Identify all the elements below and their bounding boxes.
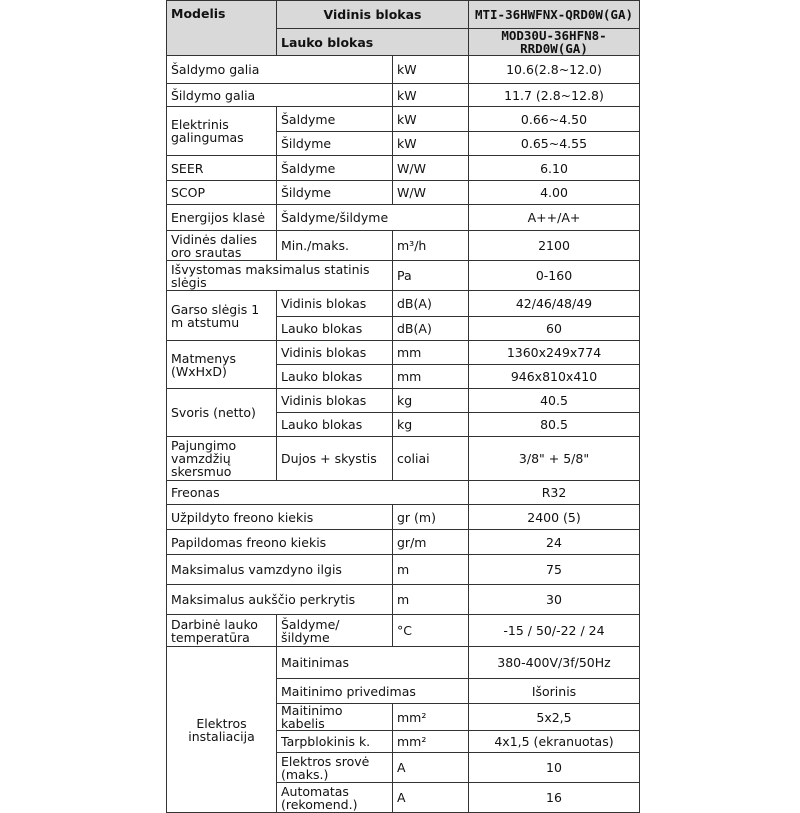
sub-klase: Šaldyme/šildyme bbox=[277, 205, 469, 231]
unit-matmenys-lauko: mm bbox=[393, 365, 469, 389]
label-galingumas: Elektrinis galingumas bbox=[167, 107, 277, 156]
unit-garsas-lauko: dB(A) bbox=[393, 317, 469, 341]
row-uzpildyto bbox=[167, 505, 640, 530]
row-temperatura bbox=[167, 615, 640, 647]
sub-tarpblokinis: Tarpblokinis k. bbox=[277, 731, 393, 753]
sub-galingumas-sildyme: Šildyme bbox=[277, 132, 393, 156]
value-vamzdziai: 3/8" + 5/8" bbox=[469, 437, 640, 481]
row-ilgis bbox=[167, 555, 640, 585]
value-ilgis: 75 bbox=[469, 555, 640, 585]
value-uzpildyto: 2400 (5) bbox=[469, 505, 640, 530]
value-scop: 4.00 bbox=[469, 181, 640, 205]
sub-matmenys-lauko: Lauko blokas bbox=[277, 365, 393, 389]
label-slegis: Išvystomas maksimalus statinis slėgis bbox=[167, 261, 393, 291]
unit-seer: W/W bbox=[393, 156, 469, 181]
value-garsas-lauko: 60 bbox=[469, 317, 640, 341]
value-perkrytis: 30 bbox=[469, 585, 640, 615]
value-saldymo-galia: 10.6(2.8~12.0) bbox=[469, 56, 640, 84]
value-papildomas: 24 bbox=[469, 530, 640, 555]
sub-seer: Šaldyme bbox=[277, 156, 393, 181]
value-srove: 10 bbox=[469, 753, 640, 783]
unit-uzpildyto: gr (m) bbox=[393, 505, 469, 530]
row-maitinimas bbox=[167, 647, 640, 679]
value-slegis: 0-160 bbox=[469, 261, 640, 291]
unit-srove: A bbox=[393, 753, 469, 783]
sub-automatas: Automatas (rekomend.) bbox=[277, 783, 393, 813]
unit-temperatura: °C bbox=[393, 615, 469, 647]
unit-vamzdziai: coliai bbox=[393, 437, 469, 481]
label-vamzdziai: Pajungimo vamzdžių skersmuo bbox=[167, 437, 277, 481]
value-automatas: 16 bbox=[469, 783, 640, 813]
label-garsas: Garso slėgis 1 m atstumu bbox=[167, 291, 277, 341]
row-sildymo-galia bbox=[167, 84, 640, 107]
unit-galingumas-sildyme: kW bbox=[393, 132, 469, 156]
label-ilgis: Maksimalus vamzdyno ilgis bbox=[167, 555, 393, 585]
value-temperatura: -15 / 50/-22 / 24 bbox=[469, 615, 640, 647]
unit-galingumas-saldyme: kW bbox=[393, 107, 469, 132]
header-modelis: Modelis bbox=[167, 1, 277, 56]
sub-maitinimas: Maitinimas bbox=[277, 647, 469, 679]
label-perkrytis: Maksimalus aukščio perkrytis bbox=[167, 585, 393, 615]
header-vidinis-blokas: Vidinis blokas bbox=[277, 1, 469, 29]
value-galingumas-saldyme: 0.66~4.50 bbox=[469, 107, 640, 132]
label-papildomas: Papildomas freono kiekis bbox=[167, 530, 393, 555]
label-scop: SCOP bbox=[167, 181, 277, 205]
sub-temperatura: Šaldyme/šildyme bbox=[277, 615, 393, 647]
sub-srove: Elektros srovė (maks.) bbox=[277, 753, 393, 783]
unit-scop: W/W bbox=[393, 181, 469, 205]
row-galingumas-saldyme bbox=[167, 107, 640, 132]
value-privedimas: Išorinis bbox=[469, 679, 640, 704]
value-sildymo-galia: 11.7 (2.8~12.8) bbox=[469, 84, 640, 107]
value-tarpblokinis: 4x1,5 (ekranuotas) bbox=[469, 731, 640, 753]
label-klase: Energijos klasė bbox=[167, 205, 277, 231]
label-sildymo-galia: Šildymo galia bbox=[167, 84, 393, 107]
label-svoris: Svoris (netto) bbox=[167, 389, 277, 437]
label-seer: SEER bbox=[167, 156, 277, 181]
row-saldymo-galia bbox=[167, 56, 640, 84]
row-klase bbox=[167, 205, 640, 231]
sub-privedimas: Maitinimo privedimas bbox=[277, 679, 469, 704]
sub-garsas-lauko: Lauko blokas bbox=[277, 317, 393, 341]
row-papildomas bbox=[167, 530, 640, 555]
value-maitinimas: 380-400V/3f/50Hz bbox=[469, 647, 640, 679]
sub-srautas: Min./maks. bbox=[277, 231, 393, 261]
value-svoris-lauko: 80.5 bbox=[469, 413, 640, 437]
row-seer bbox=[167, 156, 640, 181]
value-svoris-vidinis: 40.5 bbox=[469, 389, 640, 413]
value-klase: A++/A+ bbox=[469, 205, 640, 231]
row-garsas-vidinis bbox=[167, 291, 640, 317]
unit-srautas: m³/h bbox=[393, 231, 469, 261]
specifications-table bbox=[166, 0, 640, 813]
unit-automatas: A bbox=[393, 783, 469, 813]
value-srautas: 2100 bbox=[469, 231, 640, 261]
label-elektros: Elektros instaliacija bbox=[167, 647, 277, 813]
header-lauko-model: MOD30U-36HFN8- RRD0W(GA) bbox=[469, 29, 640, 56]
row-perkrytis bbox=[167, 585, 640, 615]
header-vidinis-model: MTI-36HWFNX-QRD0W(GA) bbox=[469, 1, 640, 29]
sub-vamzdziai: Dujos + skystis bbox=[277, 437, 393, 481]
unit-tarpblokinis: mm² bbox=[393, 731, 469, 753]
label-temperatura: Darbinė lauko temperatūra bbox=[167, 615, 277, 647]
sub-scop: Šildyme bbox=[277, 181, 393, 205]
unit-sildymo-galia: kW bbox=[393, 84, 469, 107]
value-freonas: R32 bbox=[469, 481, 640, 505]
value-kabelis: 5x2,5 bbox=[469, 704, 640, 731]
row-freonas bbox=[167, 481, 640, 505]
row-slegis bbox=[167, 261, 640, 291]
unit-papildomas: gr/m bbox=[393, 530, 469, 555]
value-seer: 6.10 bbox=[469, 156, 640, 181]
value-galingumas-sildyme: 0.65~4.55 bbox=[469, 132, 640, 156]
label-matmenys: Matmenys (WxHxD) bbox=[167, 341, 277, 389]
sub-svoris-lauko: Lauko blokas bbox=[277, 413, 393, 437]
unit-svoris-vidinis: kg bbox=[393, 389, 469, 413]
label-uzpildyto: Užpildyto freono kiekis bbox=[167, 505, 393, 530]
label-srautas: Vidinės dalies oro srautas bbox=[167, 231, 277, 261]
unit-garsas-vidinis: dB(A) bbox=[393, 291, 469, 317]
value-matmenys-lauko: 946x810x410 bbox=[469, 365, 640, 389]
row-matmenys-vidinis bbox=[167, 341, 640, 365]
row-scop bbox=[167, 181, 640, 205]
unit-svoris-lauko: kg bbox=[393, 413, 469, 437]
header-lauko-blokas: Lauko blokas bbox=[277, 29, 469, 56]
unit-ilgis: m bbox=[393, 555, 469, 585]
unit-perkrytis: m bbox=[393, 585, 469, 615]
sub-kabelis: Maitinimo kabelis bbox=[277, 704, 393, 731]
row-svoris-vidinis bbox=[167, 389, 640, 413]
header-row-indoor bbox=[167, 1, 640, 29]
sub-svoris-vidinis: Vidinis blokas bbox=[277, 389, 393, 413]
sub-matmenys-vidinis: Vidinis blokas bbox=[277, 341, 393, 365]
sub-galingumas-saldyme: Šaldyme bbox=[277, 107, 393, 132]
value-garsas-vidinis: 42/46/48/49 bbox=[469, 291, 640, 317]
row-vamzdziai bbox=[167, 437, 640, 481]
sub-garsas-vidinis: Vidinis blokas bbox=[277, 291, 393, 317]
unit-slegis: Pa bbox=[393, 261, 469, 291]
unit-kabelis: mm² bbox=[393, 704, 469, 731]
unit-saldymo-galia: kW bbox=[393, 56, 469, 84]
row-srautas bbox=[167, 231, 640, 261]
label-saldymo-galia: Šaldymo galia bbox=[167, 56, 393, 84]
value-matmenys-vidinis: 1360x249x774 bbox=[469, 341, 640, 365]
unit-matmenys-vidinis: mm bbox=[393, 341, 469, 365]
label-freonas: Freonas bbox=[167, 481, 469, 505]
